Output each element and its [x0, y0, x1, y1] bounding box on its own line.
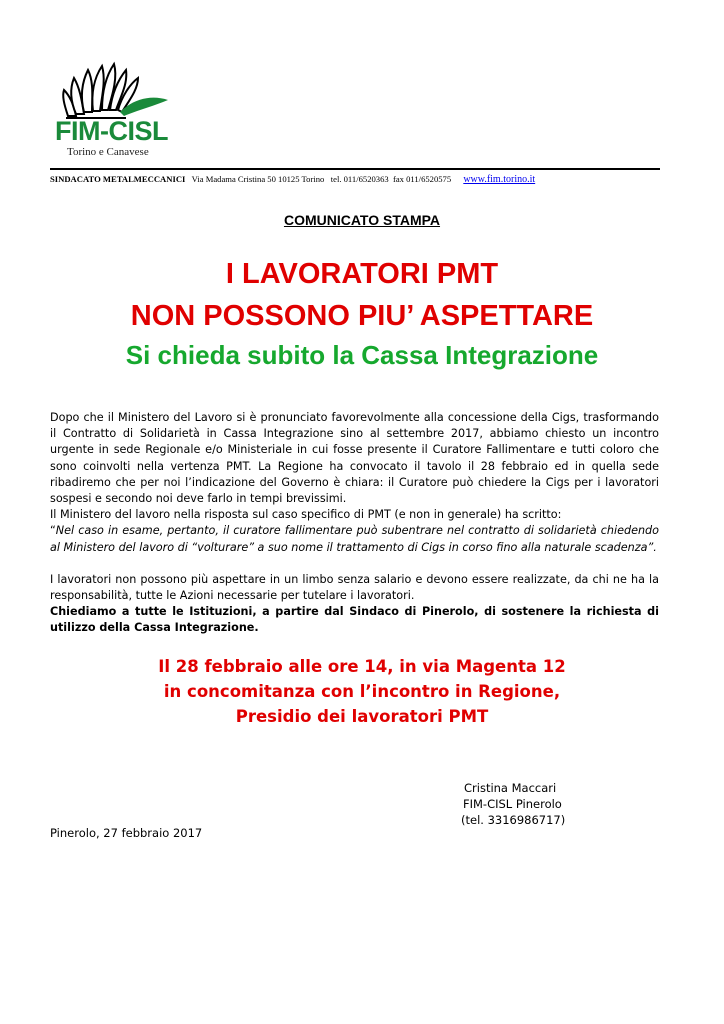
org-address: Via Madama Cristina 50 10125 Torino: [191, 174, 325, 184]
paragraph: I lavoratori non possono più aspettare in un limbo senza salario e devono essere realizzate, da chi ne ha la responsabilità, tutte le Azioni necessarie per tutelare i lavoratori.: [50, 572, 659, 603]
event-line-3: Presidio dei lavoratori PMT: [235, 707, 489, 726]
org-fax: fax 011/6520575: [392, 174, 452, 184]
press-release-label: COMUNICATO STAMPA: [283, 212, 441, 228]
letterhead-info: [50, 174, 535, 185]
event-line-2: in concomitanza con l’incontro in Regione,: [163, 682, 561, 701]
signature-block: [461, 780, 566, 828]
quote-text: Nel caso in esame, pertanto, il curatore fallimentare può subentrare nel contratto di solidarietà chiedendo al Ministero del lavoro di “volturare” a suo nome il trattamento di Cigs in corso fino alla naturale scadenza”.: [50, 524, 659, 554]
headline-subtitle: Si chieda subito la Cassa Integrazione: [125, 340, 599, 370]
headline-line-2: NON POSSONO PIU’ ASPETTARE: [130, 300, 594, 332]
paragraph: Dopo che il Ministero del Lavoro si è pronunciato favorevolmente alla concessione della Cigs, trasformando il Contratto di Solidarietà in Cassa Integrazione sino al settembre 2017, abbiamo chiesto un incontro urgente in sede Regionale e/o Ministeriale in cui fosse presente il Curatore Fallimentare e tutti coloro che sono coinvolti nella vertenza PMT. La Regione ha convocato il tavolo il 28 febbraio ed in quella sede ribadiremo che per noi l’indicazione del Governo è chiara: il Curatore può chiedere la Cigs per i lavoratori sospesi e secondo noi deve farlo in tempi brevissimi.: [50, 411, 659, 506]
headline-line-1: I LAVORATORI PMT: [225, 258, 499, 290]
signer-tel: (tel. 3316986717): [461, 813, 566, 827]
event-line-1: Il 28 febbraio alle ore 14, in via Magenta 12: [158, 657, 566, 676]
event-announcement: [0, 654, 724, 729]
logo-subtitle: Torino e Canavese: [67, 146, 149, 158]
paragraph-appeal: Chiediamo a tutte le Istituzioni, a partire dal Sindaco di Pinerolo, di sostenere la richiesta di utilizzo della Cassa Integrazione.: [50, 605, 659, 635]
paragraph: Il Ministero del lavoro nella risposta sul caso specifico di PMT (e non in generale) ha scritto:: [50, 508, 562, 522]
ministry-quote: [50, 523, 659, 555]
org-tel: tel. 011/6520363: [330, 174, 389, 184]
signer-org: FIM-CISL Pinerolo: [463, 797, 562, 811]
quote-mark: “: [50, 524, 56, 538]
document-date: Pinerolo, 27 febbraio 2017: [50, 826, 203, 840]
website-link[interactable]: www.fim.torino.it: [463, 174, 536, 185]
signer-name: Cristina Maccari: [464, 781, 557, 795]
org-name: SINDACATO METALMECCANICI: [50, 174, 186, 184]
logo-wordmark: FIM-CISL: [55, 116, 168, 146]
body-text: [50, 410, 659, 637]
header-divider: [50, 168, 660, 170]
